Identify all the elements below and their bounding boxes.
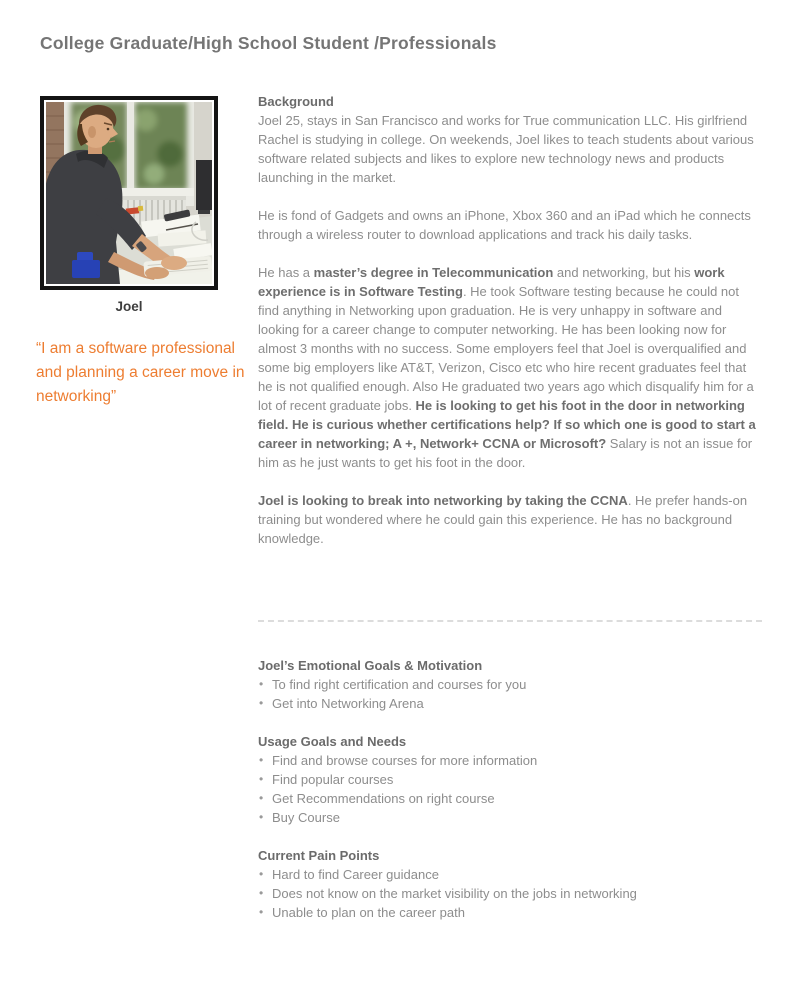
paragraph-segment: Salary is not an issue for him as he just wants to get his foot in the door. [258,436,753,470]
bullet-item: • Get into Networking Arena [258,694,762,713]
profile-quote: “I am a software professional and planning a career move in networking” [36,340,245,405]
background-heading: Background [258,94,334,109]
dashed-divider [258,620,762,622]
goal-section [258,656,762,713]
background-section [258,92,762,567]
paragraph-bold-segment: Joel is looking to break into networking by taking the CCNA [258,493,628,508]
bullet-item: • Find and browse courses for more information [258,751,762,770]
bullet-item: • Buy Course [258,808,762,827]
paragraph-segment: . He took Software testing because he could not find anything in Networking upon graduation. He is very unhappy in software and looking for a career change to computer networking. He has been looking now for almost 3 months with no success. Some employers feel that Joel is overqualified and some big employers like AT&T, Verizon, Cisco etc who hire recent graduates feel that he is not qualified enough. Also He graduated two years ago which disqualify him for a lot of recent graduate jobs. [258,284,754,413]
paragraph-bold-segment: master’s degree in Telecommunication [313,265,554,280]
goal-section [258,732,762,827]
section-heading: Usage Goals and Needs [258,734,407,749]
paragraph-segment: He is fond of Gadgets and owns an iPhone, Xbox 360 and an iPad which he connects through a wireless router to download applications and track his daily tasks. [258,208,751,242]
bullet-item: • Find popular courses [258,770,762,789]
bullet-item: • Does not know on the market visibility on the jobs in networking [258,884,762,903]
bullet-item: • Unable to plan on the career path [258,903,762,922]
bullet-item: • Hard to find Career guidance [258,865,762,884]
joel-photo-illustration [46,102,212,284]
background-paragraph [258,111,762,187]
background-paragraph [258,263,762,472]
page-title: College Graduate/High School Student /Professionals [40,33,497,53]
paragraph-segment: and networking, but his [553,265,695,280]
background-paragraphs [258,111,762,548]
paragraph-bold-segment: He is looking to get his foot in the door in networking field. He is curious whether certifications help? If so which one is good to start a career in networking; A +, Network+ CCNA or Microsoft? [258,398,756,451]
background-paragraph [258,491,762,548]
goal-section [258,846,762,922]
section-heading: Joel’s Emotional Goals & Motivation [258,658,483,673]
bullet-item: • To find right certification and courses for you [258,675,762,694]
background-paragraph [258,206,762,244]
photo-caption: Joel [115,299,143,314]
bullet-list [258,865,762,922]
goal-sections [258,656,762,941]
bullet-list [258,675,762,713]
paragraph-segment: . He prefer hands-on training but wondered where he could gain this experience. He has no background knowledge. [258,493,748,546]
paragraph-segment: Joel 25, stays in San Francisco and works for True communication LLC. His girlfriend Rachel is studying in college. On weekends, Joel likes to teach students about various software related subjects and likes to explore new technology news and products launching in the market. [258,113,754,185]
joel-photo [40,96,218,290]
paragraph-bold-segment: work experience is in Software Testing [258,265,725,299]
bullet-item: • Get Recommendations on right course [258,789,762,808]
paragraph-segment: He has a [258,265,314,280]
section-heading: Current Pain Points [258,848,380,863]
bullet-list [258,751,762,827]
profile-photo-block [40,96,218,314]
